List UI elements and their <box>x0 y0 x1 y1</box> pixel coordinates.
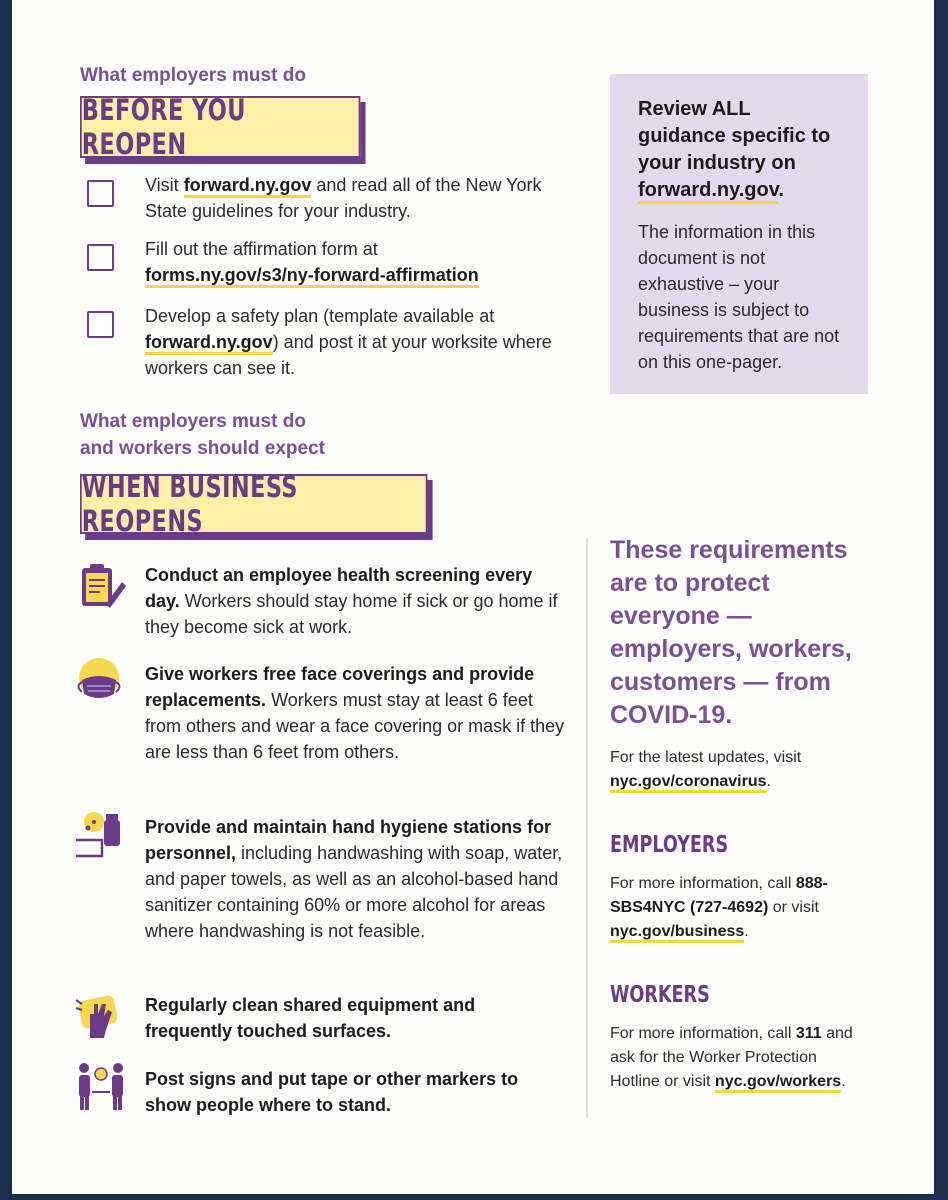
clipboard-icon <box>74 560 128 614</box>
employers-info: For more information, call 888-SBS4NYC (727-4692) or visit nyc.gov/business. <box>610 872 870 944</box>
affirmation-link[interactable]: forms.ny.gov/s3/ny-forward-affirmation <box>145 265 479 288</box>
forward-link-2[interactable]: forward.ny.gov <box>145 332 273 355</box>
guidance-heading: Review ALL guidance specific to your industry on forward.ny.gov. <box>638 96 838 204</box>
section1-kicker: What employers must do <box>80 65 306 86</box>
forward-link[interactable]: forward.ny.gov <box>184 175 312 198</box>
section2-kicker: What employers must do and workers should expect <box>80 411 325 459</box>
before-you-reopen-banner <box>80 93 360 161</box>
coronavirus-link[interactable]: nyc.gov/coronavirus <box>610 773 767 793</box>
cleaning-hand-icon <box>72 990 126 1044</box>
employers-heading: EMPLOYERS <box>610 832 729 858</box>
requirement-signs: Post signs and put tape or other markers to show people where to stand. <box>145 1069 519 1115</box>
column-divider <box>586 538 588 1118</box>
requirement-hand-hygiene: Provide and maintain hand hygiene stations for personnel, including handwashing with soap, water, and paper towels, as well as an alcohol-based hand sanitizer containing 60% or more alcohol for areas where handwashing is not feasible. <box>145 817 563 941</box>
workers-info: For more information, call 311 and ask for the Worker Protection Hotline or visit nyc.gov/workers. <box>610 1022 870 1094</box>
employers-phone: 888-SBS4NYC (727-4692) <box>610 875 828 916</box>
protect-statement: These requirements are to protect everyone — employers, workers, customers — from COVID-19. <box>610 536 852 729</box>
workers-link[interactable]: nyc.gov/workers <box>715 1073 841 1093</box>
face-mask-icon <box>72 656 126 710</box>
banner-title-2: WHEN BUSINESS REOPENS <box>81 470 298 538</box>
requirement-cleaning: Regularly clean shared equipment and frequently touched surfaces. <box>145 995 476 1041</box>
checkbox-visit[interactable] <box>87 180 114 207</box>
checkbox-safety-plan[interactable] <box>87 311 114 338</box>
requirement-face-coverings: Give workers free face coverings and provide replacements. Workers must stay at least 6 feet from others and wear a face covering or mask if they are less than 6 feet from others. <box>145 664 565 762</box>
guidance-link[interactable]: forward.ny.gov <box>638 179 778 204</box>
hand-sanitizer-icon <box>72 808 126 862</box>
checklist-item-visit: Visit forward.ny.gov and read all of the New York State guidelines for your industry. <box>145 175 542 221</box>
guidance-body: The information in this document is not exhaustive – your business is subject to requirements that are not on this one-pager. <box>638 222 840 372</box>
workers-number: 311 <box>795 1025 822 1042</box>
banner-title: BEFORE YOU REOPEN <box>81 93 246 161</box>
latest-updates: For the latest updates, visit nyc.gov/coronavirus. <box>610 746 870 794</box>
workers-heading: WORKERS <box>610 982 710 1008</box>
flyer-page <box>12 0 934 1194</box>
requirement-screening: Conduct an employee health screening every day. Workers should stay home if sick or go home if they become sick at work. <box>145 565 558 637</box>
checkbox-affirmation[interactable] <box>87 244 114 271</box>
guidance-box <box>610 74 868 394</box>
checklist-item-affirmation: Fill out the affirmation form at forms.ny.gov/s3/ny-forward-affirmation <box>145 236 575 288</box>
business-link[interactable]: nyc.gov/business <box>610 923 744 943</box>
when-business-reopens-banner <box>80 470 427 538</box>
distancing-people-icon <box>74 1060 128 1114</box>
checklist-item-safety-plan: Develop a safety plan (template available at forward.ny.gov) and post it at your worksite where workers can see it. <box>145 306 552 378</box>
